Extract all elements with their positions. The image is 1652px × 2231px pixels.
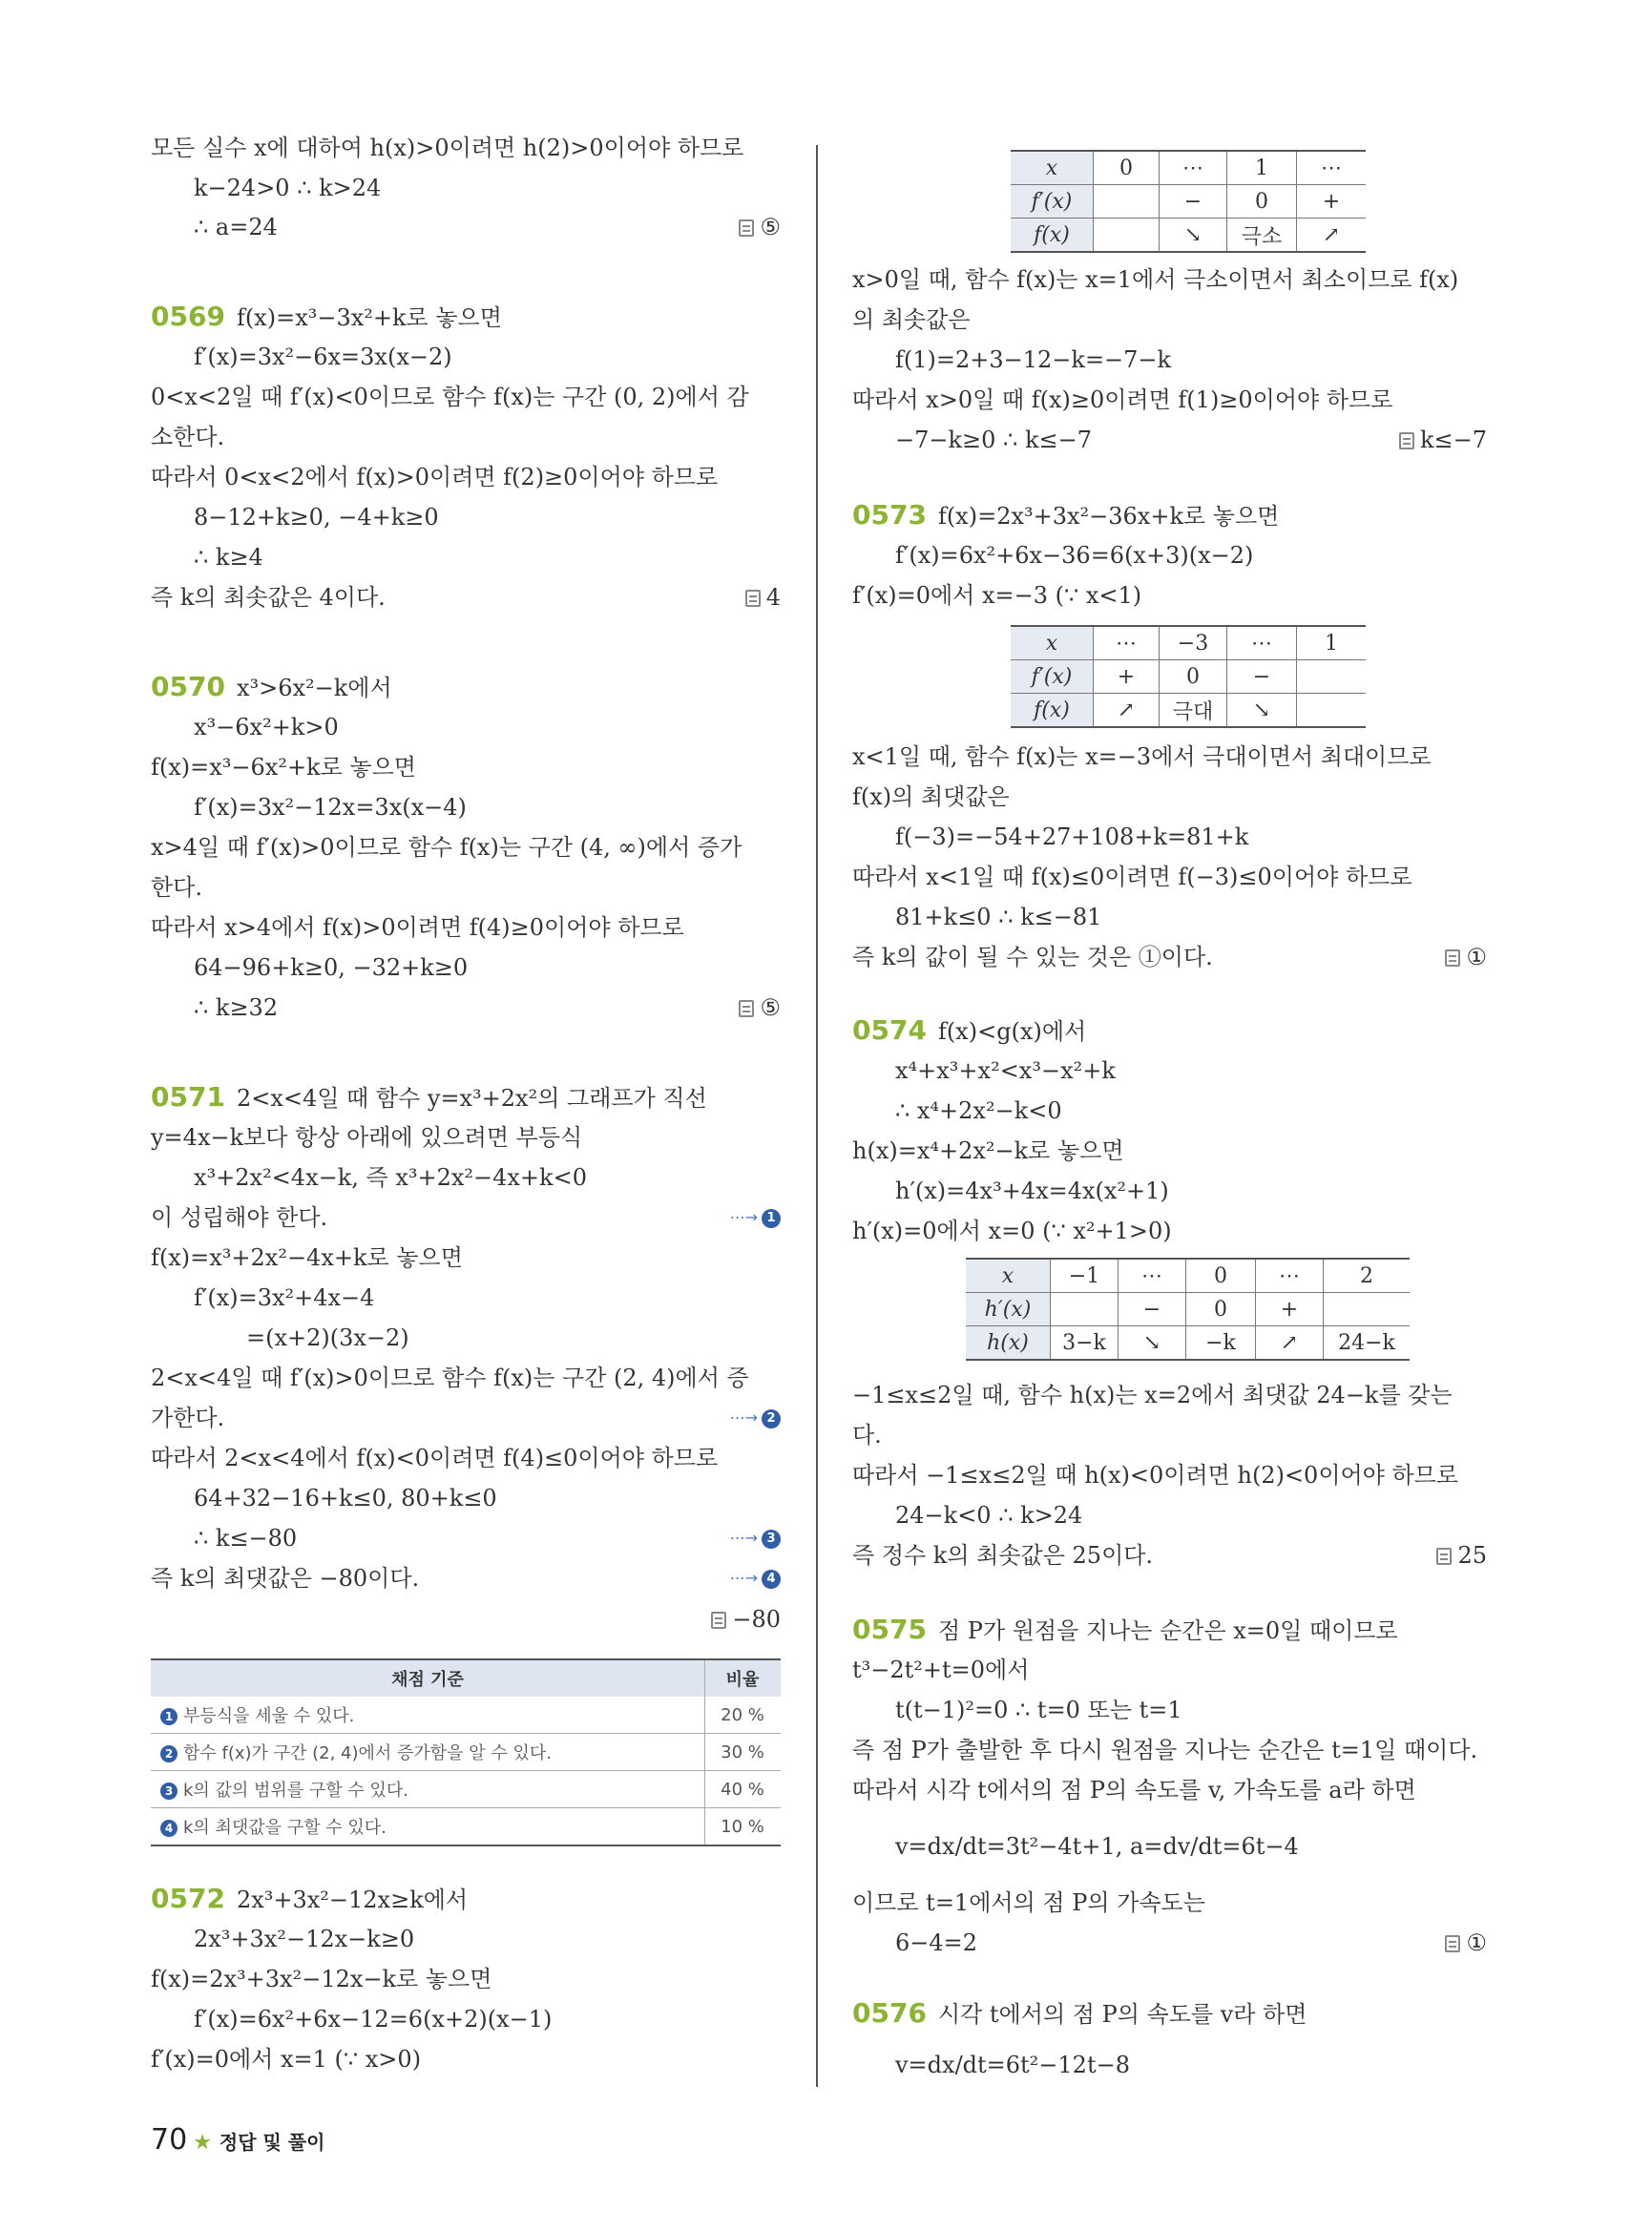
answer-value: ⑤: [760, 214, 781, 240]
table-cell: f′(x): [1011, 185, 1094, 219]
line-text: 따라서 x>0일 때 f(x)≥0이려면 f(1)≥0이어야 하므로: [852, 386, 1393, 413]
line-text: 이므로 t=1에서의 점 P의 가속도는: [852, 1889, 1205, 1916]
table-cell: f(x): [1011, 694, 1094, 728]
solution-line: [852, 1421, 882, 1449]
answer-mark: [711, 1605, 781, 1634]
step-number-icon: 1: [762, 1209, 781, 1228]
step-number-icon: 3: [762, 1530, 781, 1549]
table-cell: ↗: [1297, 219, 1367, 253]
solution-line: [852, 386, 1392, 414]
criterion-text: k의 값의 범위를 구할 수 있다.: [183, 1781, 409, 1801]
solution-line: [151, 1564, 419, 1593]
line-text: 8−12+k≥0, −4+k≥0: [194, 504, 439, 531]
line-text: 의 최솟값은: [852, 306, 971, 333]
line-text: v=dx/dt=6t²−12t−8: [895, 2052, 1130, 2078]
solution-line: [895, 2051, 1130, 2079]
solution-line: [194, 953, 468, 982]
solution-line: [895, 1832, 1299, 1861]
line-text: 즉 k의 최솟값은 4이다.: [151, 584, 386, 611]
line-text: f(x)의 최댓값은: [852, 783, 1010, 810]
solution-line: [194, 1283, 374, 1312]
solution-line: [194, 2005, 552, 2033]
solution-line: [852, 1461, 1458, 1490]
step-number-icon: 3: [160, 1783, 178, 1800]
line-text: y=4x−k보다 항상 아래에 있으려면 부등식: [151, 1124, 583, 1151]
solution-line: [895, 426, 1092, 454]
grading-header-criteria: 채점 기준: [151, 1659, 705, 1697]
solution-line: [151, 1965, 491, 1993]
line-text: h′(x)=0에서 x=0 (∵ x²+1>0): [852, 1218, 1172, 1244]
step-number-icon: 4: [762, 1570, 781, 1589]
footer-label: 정답 및 풀이: [219, 2131, 325, 2154]
table-cell: ↘: [1227, 694, 1297, 728]
criterion-text: 함수 f(x)가 구간 (2, 4)에서 증가함을 알 수 있다.: [183, 1743, 553, 1763]
line-text: 2<x<4일 때 함수 y=x³+2x²의 그래프가 직선: [236, 1085, 707, 1112]
step-marker: ⋯→ 3: [730, 1524, 781, 1553]
line-text: f′(x)=6x²+6x−12=6(x+2)(x−1): [194, 2006, 553, 2033]
solution-line: [852, 863, 1412, 891]
solution-line: [194, 1524, 297, 1553]
solution-line: [151, 383, 749, 411]
line-text: −1≤x≤2일 때, 함수 h(x)는 x=2에서 최댓값 24−k를 갖는: [852, 1382, 1453, 1408]
solution-line: [895, 345, 1171, 374]
line-text: ∴ x⁴+2x²−k<0: [895, 1097, 1062, 1124]
answer-icon: [739, 219, 754, 237]
problem-0573-header: [852, 501, 1279, 530]
table-cell: [1297, 660, 1367, 694]
table-cell: 0: [1160, 660, 1227, 694]
line-text: x³−6x²+k>0: [194, 714, 339, 740]
answer-value: −80: [732, 1606, 781, 1633]
line-text: 64+32−16+k≤0, 80+k≤0: [194, 1485, 497, 1512]
line-text: x³+2x²<4x−k, 즉 x³+2x²−4x+k<0: [194, 1164, 587, 1191]
table-cell: f(x): [1011, 219, 1094, 253]
table-0573: [1011, 625, 1366, 728]
table-cell: ⋯: [1119, 1259, 1186, 1293]
answer-mark: [739, 993, 781, 1022]
table-cell: 0: [1227, 185, 1297, 219]
line-text: f(x)=2x³+3x²−36x+k로 놓으면: [937, 503, 1280, 530]
problem-number: 0575: [852, 1614, 927, 1645]
solution-line: [895, 1177, 1169, 1205]
answer-mark: [745, 583, 781, 612]
solution-line: [151, 134, 743, 162]
solution-line: [852, 581, 1141, 610]
line-text: 따라서 2<x<4에서 f(x)<0이려면 f(4)≤0이어야 하므로: [151, 1445, 719, 1471]
grading-criterion: [151, 1771, 705, 1808]
problem-number: 0569: [151, 301, 225, 332]
line-text: 따라서 x<1일 때 f(x)≤0이려면 f(−3)≤0이어야 하므로: [852, 864, 1412, 890]
table-row: [1011, 185, 1366, 219]
solution-line: [151, 1364, 749, 1392]
page-number: 70: [151, 2123, 188, 2157]
step-marker: ⋯→ 2: [730, 1404, 781, 1432]
table-cell: −: [1160, 185, 1227, 219]
step-number-icon: 4: [160, 1820, 178, 1837]
line-text: t³−2t²+t=0에서: [852, 1657, 1030, 1683]
table-row: [1011, 694, 1366, 728]
answer-value: k≤−7: [1419, 427, 1487, 453]
solution-line: [151, 1203, 327, 1232]
answer-mark: [739, 213, 781, 241]
step-number-icon: 1: [160, 1708, 178, 1725]
table-cell: 1: [1297, 626, 1367, 660]
table-cell: x: [966, 1259, 1051, 1293]
table-cell: ↗: [1256, 1326, 1324, 1361]
solution-line: [852, 265, 1458, 294]
column-divider: [816, 145, 818, 2087]
answer-icon: [1436, 1548, 1452, 1565]
line-text: 즉 k의 최댓값은 −80이다.: [151, 1565, 420, 1592]
line-text: x>0일 때, 함수 f(x)는 x=1에서 극소이면서 최소이므로 f(x): [852, 266, 1459, 293]
solution-line: [151, 463, 718, 491]
criterion-text: k의 최댓값을 구할 수 있다.: [183, 1818, 387, 1838]
table-cell: h(x): [966, 1326, 1051, 1361]
line-text: f′(x)=6x²+6x−36=6(x+3)(x−2): [895, 542, 1254, 569]
solution-line: [151, 913, 684, 942]
table-cell: 극대: [1160, 694, 1227, 728]
line-text: f′(x)=3x²−12x=3x(x−4): [194, 794, 467, 821]
table-cell: −: [1119, 1293, 1186, 1326]
line-text: −7−k≥0 ∴ k≤−7: [895, 427, 1092, 453]
answer-mark: [1445, 1929, 1487, 1957]
page-footer: [151, 2123, 324, 2157]
solution-line: [895, 903, 1101, 931]
problem-number: 0572: [151, 1883, 225, 1914]
table-row: [1011, 626, 1366, 660]
line-text: f′(x)=3x²−6x=3x(x−2): [194, 344, 452, 370]
grading-row: [151, 1808, 781, 1846]
table-cell: [1051, 1293, 1119, 1326]
solution-line: [852, 1656, 1029, 1684]
line-text: f(x)=x³−6x²+k로 놓으면: [151, 754, 416, 781]
grading-table: [151, 1658, 781, 1846]
solution-line: [852, 1381, 1453, 1409]
table-cell: 3−k: [1051, 1326, 1119, 1361]
solution-line: [852, 1136, 1124, 1165]
problem-0575-header: [852, 1616, 1398, 1644]
solution-line: [194, 213, 278, 241]
table-0572: [1011, 150, 1366, 253]
solution-line: [151, 583, 386, 612]
answer-value: 4: [765, 584, 781, 611]
solution-line: [151, 1243, 463, 1272]
solution-line: [852, 1541, 1153, 1570]
answer-mark: [1399, 426, 1487, 454]
line-text: f′(x)=0에서 x=1 (∵ x>0): [151, 2046, 422, 2073]
line-text: 0<x<2일 때 f′(x)<0이므로 함수 f(x)는 구간 (0, 2)에서 감: [151, 384, 749, 410]
table-cell: 0: [1186, 1259, 1256, 1293]
table-cell: x: [1011, 626, 1094, 660]
answer-icon: [745, 590, 761, 607]
table-cell: ⋯: [1227, 626, 1297, 660]
table-cell: [1094, 185, 1160, 219]
table-row: [1011, 219, 1366, 253]
answer-mark: [1445, 943, 1487, 971]
table-cell: +: [1297, 185, 1367, 219]
solution-line: [852, 1888, 1205, 1917]
line-text: 이 성립해야 한다.: [151, 1204, 328, 1231]
table-cell: ⋯: [1297, 151, 1367, 185]
grading-row: [151, 1771, 781, 1808]
line-text: 소한다.: [151, 424, 225, 450]
grading-criterion: [151, 1697, 705, 1734]
criterion-text: 부등식을 세울 수 있다.: [183, 1706, 355, 1726]
problem-0576-header: [852, 1999, 1307, 2028]
table-cell: ⋯: [1160, 151, 1227, 185]
table-cell: ↘: [1119, 1326, 1186, 1361]
line-text: x⁴+x³+x²<x³−x²+k: [895, 1057, 1116, 1084]
answer-value: ⑤: [760, 994, 781, 1021]
line-text: f(x)=x³+2x²−4x+k로 놓으면: [151, 1244, 463, 1271]
step-number-icon: 2: [160, 1745, 178, 1762]
line-text: ∴ a=24: [194, 214, 278, 240]
criterion-ratio: 20 %: [705, 1697, 782, 1734]
line-text: ∴ k≥4: [194, 544, 263, 571]
solution-line: [151, 1404, 224, 1432]
line-text: f(x)<g(x)에서: [937, 1018, 1087, 1045]
line-text: x<1일 때, 함수 f(x)는 x=−3에서 극대이면서 최대이므로: [852, 743, 1432, 770]
solution-line: [151, 753, 416, 782]
table-cell: 1: [1227, 151, 1297, 185]
problem-0569-header: [151, 302, 502, 331]
solution-line: [852, 782, 1010, 811]
solution-line: [194, 503, 439, 532]
answer-icon: [739, 1000, 754, 1017]
solution-line: [151, 873, 202, 902]
table-cell: 0: [1094, 151, 1160, 185]
table-cell: +: [1256, 1293, 1324, 1326]
solution-line: [194, 343, 452, 371]
solution-line: [194, 1163, 587, 1192]
answer-icon: [1445, 949, 1460, 967]
problem-0570-header: [151, 673, 392, 701]
step-number-icon: 2: [762, 1409, 781, 1428]
answer-mark: [1436, 1541, 1487, 1570]
grading-criterion: [151, 1734, 705, 1771]
answer-icon: [1399, 432, 1414, 449]
line-text: ∴ k≤−80: [194, 1525, 298, 1552]
problem-number: 0576: [852, 1997, 927, 2029]
table-cell: ⋯: [1256, 1259, 1324, 1293]
line-text: 모든 실수 x에 대하여 h(x)>0이려면 h(2)>0이어야 하므로: [151, 135, 744, 161]
solution-line: [194, 174, 381, 202]
table-cell: ⋯: [1094, 626, 1160, 660]
problem-0574-header: [852, 1016, 1086, 1045]
table-row: [1011, 660, 1366, 694]
answer-value: ①: [1466, 944, 1487, 970]
solution-line: [895, 541, 1253, 570]
step-marker: ⋯→ 4: [730, 1564, 781, 1593]
solution-line: [852, 943, 1213, 971]
table-cell: 0: [1186, 1293, 1256, 1326]
line-text: 2<x<4일 때 f′(x)>0이므로 함수 f(x)는 구간 (2, 4)에서 증: [151, 1365, 749, 1391]
solution-line: [194, 713, 339, 741]
line-text: 81+k≤0 ∴ k≤−81: [895, 904, 1102, 930]
table-cell: ↘: [1160, 219, 1227, 253]
solution-line: [895, 1696, 1182, 1724]
solution-line: [194, 543, 263, 572]
answer-icon: [1445, 1935, 1460, 1952]
answer-icon: [711, 1612, 726, 1629]
line-text: =(x+2)(3x−2): [246, 1324, 409, 1351]
solution-line: [895, 823, 1248, 851]
line-text: f′(x)=3x²+4x−4: [194, 1284, 375, 1311]
grading-header-ratio: 비율: [705, 1659, 782, 1697]
problem-number: 0571: [151, 1081, 225, 1113]
criterion-ratio: 10 %: [705, 1808, 782, 1846]
table-cell: −k: [1186, 1326, 1256, 1361]
line-text: f′(x)=0에서 x=−3 (∵ x<1): [852, 582, 1142, 609]
problem-0571-header: [151, 1083, 707, 1112]
line-text: 64−96+k≥0, −32+k≥0: [194, 954, 469, 981]
line-text: 다.: [852, 1422, 882, 1449]
line-text: 2x³+3x²−12x−k≥0: [194, 1926, 415, 1952]
table-cell: ↗: [1094, 694, 1160, 728]
grading-criterion: [151, 1808, 705, 1846]
line-text: x³>6x²−k에서: [236, 675, 392, 701]
line-text: 2x³+3x²−12x≥k에서: [236, 1887, 469, 1913]
table-cell: 2: [1324, 1259, 1411, 1293]
line-text: 시각 t에서의 점 P의 속도를 v라 하면: [937, 2001, 1307, 2028]
solution-line: [852, 1217, 1172, 1245]
solution-line: [151, 1444, 718, 1472]
problem-0572-header: [151, 1885, 468, 1913]
step-marker: ⋯→ 1: [730, 1203, 781, 1232]
grading-row: [151, 1697, 781, 1734]
line-text: 즉 점 P가 출발한 후 다시 원점을 지나는 순간은 t=1일 때이다.: [852, 1737, 1478, 1763]
table-cell: −: [1227, 660, 1297, 694]
solution-line: [895, 1056, 1116, 1085]
line-text: 24−k<0 ∴ k>24: [895, 1502, 1083, 1529]
table-cell: [1324, 1293, 1411, 1326]
line-text: 한다.: [151, 874, 202, 901]
line-text: t(t−1)²=0 ∴ t=0 또는 t=1: [895, 1697, 1182, 1723]
table-cell: 극소: [1227, 219, 1297, 253]
table-cell: [1094, 219, 1160, 253]
line-text: 따라서 시각 t에서의 점 P의 속도를 v, 가속도를 a라 하면: [852, 1777, 1416, 1804]
solution-line: [852, 305, 971, 334]
solution-line: [246, 1324, 409, 1352]
line-text: 즉 정수 k의 최솟값은 25이다.: [852, 1542, 1154, 1569]
solution-line: [895, 1096, 1062, 1125]
solution-line: [895, 1929, 977, 1957]
line-text: ∴ k≥32: [194, 994, 279, 1021]
solution-line: [194, 993, 278, 1022]
line-text: f(x)=x³−3x²+k로 놓으면: [236, 304, 502, 331]
table-cell: −3: [1160, 626, 1227, 660]
problem-number: 0573: [852, 499, 927, 531]
line-text: k−24>0 ∴ k>24: [194, 175, 382, 201]
grading-row: [151, 1734, 781, 1771]
table-0574: [966, 1258, 1410, 1361]
table-row: [966, 1293, 1410, 1326]
criterion-ratio: 40 %: [705, 1771, 782, 1808]
line-text: h(x)=x⁴+2x²−k로 놓으면: [852, 1137, 1124, 1164]
line-text: f(x)=2x³+3x²−12x−k로 놓으면: [151, 1966, 492, 1992]
table-row: [1011, 151, 1366, 185]
table-row: [966, 1259, 1410, 1293]
answer-value: 25: [1457, 1542, 1487, 1569]
criterion-ratio: 30 %: [705, 1734, 782, 1771]
table-cell: −1: [1051, 1259, 1119, 1293]
solution-line: [151, 423, 224, 451]
solution-line: [151, 1123, 582, 1152]
solution-line: [852, 1736, 1477, 1764]
star-icon: ★: [193, 2131, 212, 2155]
answer-value: ①: [1466, 1929, 1487, 1956]
line-text: 6−4=2: [895, 1929, 978, 1956]
table-cell: +: [1094, 660, 1160, 694]
solution-line: [852, 742, 1432, 771]
solution-line: [151, 2045, 421, 2074]
line-text: v=dx/dt=3t²−4t+1, a=dv/dt=6t−4: [895, 1833, 1299, 1860]
line-text: 즉 k의 값이 될 수 있는 것은 ①이다.: [852, 944, 1213, 970]
line-text: 점 P가 원점을 지나는 순간은 x=0일 때이므로: [937, 1617, 1398, 1644]
line-text: f(−3)=−54+27+108+k=81+k: [895, 824, 1249, 850]
line-text: h′(x)=4x³+4x=4x(x²+1): [895, 1178, 1169, 1204]
table-cell: [1297, 694, 1367, 728]
line-text: f(1)=2+3−12−k=−7−k: [895, 346, 1172, 373]
line-text: 따라서 −1≤x≤2일 때 h(x)<0이려면 h(2)<0이어야 하므로: [852, 1462, 1459, 1489]
solution-line: [194, 1925, 414, 1953]
table-cell: h′(x): [966, 1293, 1051, 1326]
table-cell: x: [1011, 151, 1094, 185]
table-row: [966, 1326, 1410, 1361]
solution-line: [194, 793, 467, 822]
line-text: 따라서 0<x<2에서 f(x)>0이려면 f(2)≥0이어야 하므로: [151, 464, 719, 490]
line-text: 따라서 x>4에서 f(x)>0이려면 f(4)≥0이어야 하므로: [151, 914, 684, 941]
table-cell: f′(x): [1011, 660, 1094, 694]
solution-line: [895, 1501, 1082, 1530]
problem-number: 0574: [852, 1014, 927, 1046]
solution-line: [852, 1776, 1416, 1804]
solution-line: [151, 833, 742, 862]
table-cell: 24−k: [1324, 1326, 1411, 1361]
line-text: x>4일 때 f′(x)>0이므로 함수 f(x)는 구간 (4, ∞)에서 증가: [151, 834, 742, 861]
line-text: 가한다.: [151, 1405, 225, 1431]
problem-number: 0570: [151, 671, 225, 702]
solution-line: [194, 1484, 497, 1512]
